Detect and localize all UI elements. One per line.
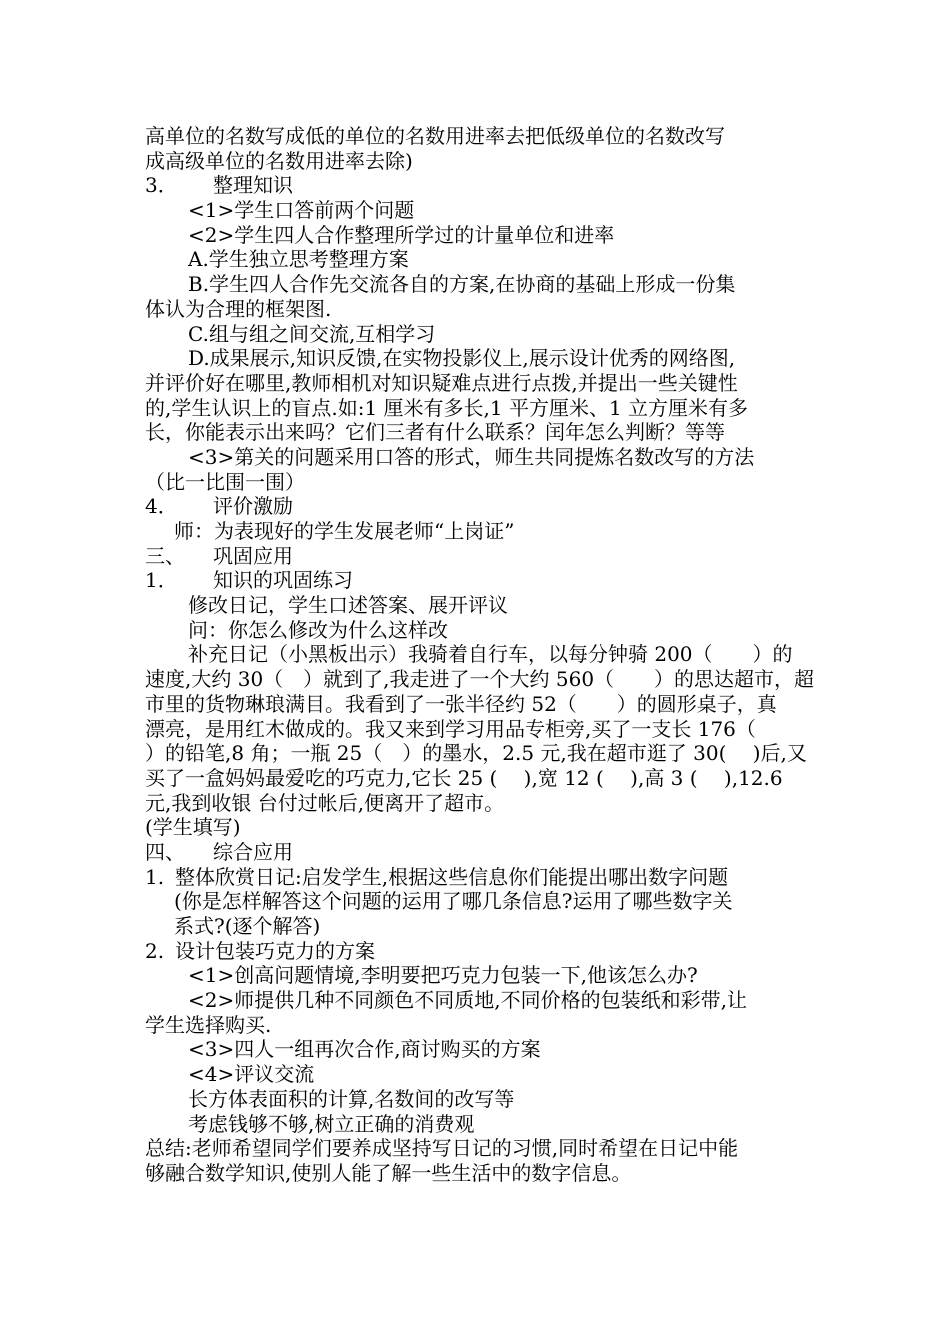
text-line: （比一比围一围） [145, 469, 305, 494]
list-item-text: 整体欣赏日记:启发学生,根据这些信息你们能提出哪出数字问题 [175, 864, 729, 889]
section-heading [145, 568, 810, 593]
section-heading [145, 840, 810, 865]
heading-text: 知识的巩固练习 [213, 568, 353, 593]
text-line: A.学生独立思考整理方案 [188, 247, 409, 272]
text-line: <1>创高问题情境,李明要把巧克力包装一下,他该怎么办? [188, 963, 698, 988]
text-line: 速度,大约 30（ ）就到了,我走进了一个大约 560（ ）的思达超市，超 [145, 667, 815, 692]
list-marker: 3． [145, 173, 178, 198]
section-heading [145, 494, 810, 519]
text-line: 修改日记，学生口述答案、展开评议 [188, 593, 508, 618]
text-line: 长方体表面积的计算,名数间的改写等 [188, 1086, 515, 1111]
text-line: 够融合数学知识,使别人能了解一些生活中的数字信息。 [145, 1160, 632, 1185]
text-line: <2>学生四人合作整理所学过的计量单位和进率 [188, 222, 615, 247]
list-marker: 三、 [145, 543, 185, 568]
text-line: D.成果展示,知识反馈,在实物投影仪上,展示设计优秀的网络图, [188, 346, 736, 371]
heading-text: 巩固应用 [213, 543, 293, 568]
list-item-text: 设计包装巧克力的方案 [175, 938, 375, 963]
heading-text: 评价激励 [213, 494, 293, 519]
text-line: 学生选择购买. [145, 1012, 272, 1037]
text-line: 买了一盒妈妈最爱吃的巧克力,它长 25 ( ),宽 12 ( ),高 3 ( ),12.6 [145, 765, 783, 790]
text-line: 高单位的名数写成低的单位的名数用进率去把低级单位的名数改写 [145, 124, 725, 148]
text-line: 考虑钱够不够,树立正确的消费观 [188, 1111, 475, 1136]
heading-text: 综合应用 [213, 839, 293, 864]
section-heading [145, 173, 810, 198]
text-line: 的,学生认识上的盲点.如:1 厘米有多长,1 平方厘米、1 立方厘米有多 [145, 395, 749, 420]
heading-text: 整理知识 [213, 173, 293, 198]
list-marker: 1. [145, 864, 165, 889]
text-line: 补充日记（小黑板出示）我骑着自行车，以每分钟骑 200（ ）的 [188, 642, 793, 667]
list-marker: 4． [145, 494, 178, 519]
text-line: 市里的货物琳琅满目。我看到了一张半径约 52（ ）的圆形桌子，真 [145, 691, 777, 716]
text-line: 成高级单位的名数用进率去除) [145, 148, 413, 173]
text-line: 系式?(逐个解答) [174, 914, 321, 938]
list-marker: 1． [145, 568, 178, 593]
text-line: <1>学生口答前两个问题 [188, 198, 415, 223]
text-line: 并评价好在哪里,教师相机对知识疑难点进行点拨,并提出一些关键性 [145, 370, 738, 395]
text-line: 师：为表现好的学生发展老师“上岗证” [174, 519, 515, 543]
text-line: C.组与组之间交流,互相学习 [188, 321, 436, 346]
text-line: ）的铅笔,8 角；一瓶 25（ ）的墨水，2.5 元,我在超市逛了 30( )后,又 [145, 741, 807, 766]
text-line: 元,我到收银 台付过帐后,便离开了超市。 [145, 790, 505, 815]
text-line: 漂亮，是用红木做成的。我又来到学习用品专柜旁,买了一支长 176（ [145, 716, 756, 741]
list-marker: 2. [145, 938, 165, 963]
text-line: 体认为合理的框架图. [145, 296, 332, 321]
list-item [145, 865, 810, 890]
text-line: <3>第关的问题采用口答的形式，师生共同提炼名数改写的方法 [188, 444, 755, 469]
text-line: <2>师提供几种不同颜色不同质地,不同价格的包装纸和彩带,让 [188, 988, 747, 1013]
list-item [145, 939, 810, 964]
list-marker: 四、 [145, 839, 185, 864]
text-line: <4>评议交流 [188, 1062, 315, 1087]
text-line: 问：你怎么修改为什么这样改 [188, 617, 448, 642]
text-line: 长，你能表示出来吗？它们三者有什么联系？闰年怎么判断？等等 [145, 420, 725, 445]
text-line: <3>四人一组再次合作,商讨购买的方案 [188, 1037, 541, 1062]
text-line: B.学生四人合作先交流各自的方案,在协商的基础上形成一份集 [188, 272, 736, 297]
text-line: (你是怎样解答这个问题的运用了哪几条信息?运用了哪些数字关 [174, 889, 733, 914]
text-line: (学生填写) [145, 815, 241, 840]
text-line: 总结:老师希望同学们要养成坚持写日记的习惯,同时希望在日记中能 [145, 1136, 739, 1161]
section-heading [145, 544, 810, 569]
document-body [145, 124, 815, 1186]
